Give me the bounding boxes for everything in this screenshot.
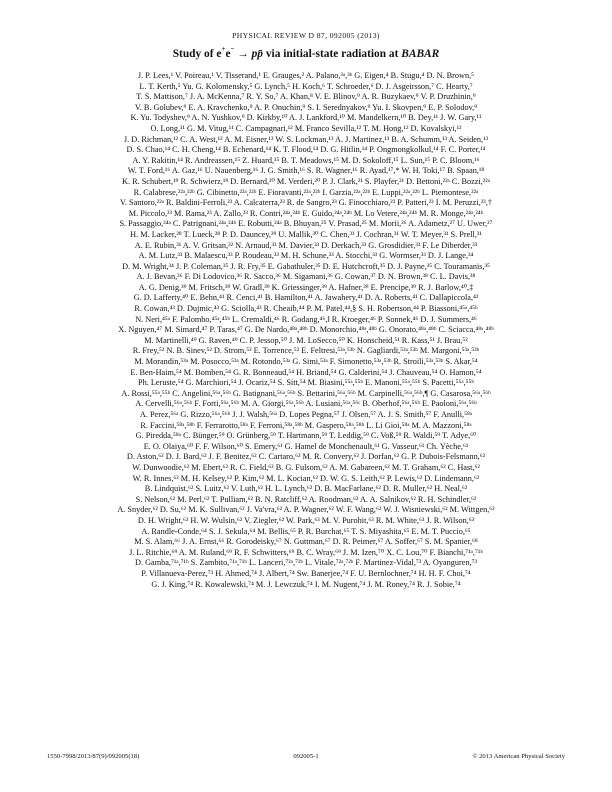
author-line: V. Santoro,²²ᵃ R. Baldini-Ferroli,²³ A. Calcaterra,²³ R. de Sangro,²³ G. Finocchiaro,²³ P. Patteri,²³ I. M. Peruzzi,²³,†	[120, 198, 492, 208]
author-line: K. Yu. Todyshev,⁹ A. N. Yushkov,⁹ D. Kirkby,¹⁰ A. J. Lankford,¹⁰ M. Mandelkern,¹⁰ B. Dey,¹¹ J. W. Gary,¹¹	[130, 113, 482, 123]
author-line: D. S. Chao,¹⁴ C. H. Cheng,¹⁴ B. Echenard,¹⁴ K. T. Flood,¹⁴ D. G. Hitlin,¹⁴ P. Ongmongkolkul,¹⁴ F. C. Porter,¹⁴	[126, 145, 486, 155]
author-line: R. Cowan,⁴³ D. Dujmic,⁴³ G. Sciolla,⁴³ R. Cheaib,⁴⁴ P. M. Patel,⁴⁴,§ S. H. Robertson,⁴⁴ P. Biassoni,⁴⁵ᵃ,⁴⁵ᵇ	[134, 304, 478, 314]
author-line: R. Frey,⁵² N. B. Sinev,⁵² D. Strom,⁵² E. Torrence,⁵² E. Feltresi,⁵³ᵃ,⁵³ᵇ N. Gagliardi,⁵³ᵃ,⁵³ᵇ M. Margoni,⁵³ᵃ,⁵³ᵇ	[132, 346, 480, 356]
author-line: L. T. Kerth,⁵ Yu. G. Kolomensky,⁵ G. Lynch,⁵ H. Koch,⁶ T. Schroeder,⁶ D. J. Asgeirsson,⁷ C. Hearty,⁷	[139, 81, 473, 91]
author-line: M. S. Alam,⁶⁶ J. A. Ernst,⁶⁶ R. Gorodeisky,⁶⁷ N. Guttman,⁶⁷ D. R. Peimer,⁶⁷ A. Soffer,⁶⁷ S. M. Spanier,⁶⁸	[134, 537, 478, 547]
author-line: M. Martinelli,⁴⁹ G. Raven,⁴⁹ C. P. Jessop,⁵⁰ J. M. LoSecco,⁵⁰ K. Honscheid,⁵¹ R. Kass,⁵¹ J. Brau,⁵²	[144, 335, 468, 345]
author-line: A. Rossi,⁵⁵ᵃ,⁵⁵ᵇ C. Angelini,⁵⁶ᵃ,⁵⁶ᵇ G. Batignani,⁵⁶ᵃ,⁵⁶ᵇ S. Bettarini,⁵⁶ᵃ,⁵⁶ᵇ M. Carpinelli,⁵⁶ᵃ,⁵⁶ᵇ,¶ G. Casarosa,⁵⁶ᵃ,⁵⁶ᵇ	[121, 388, 491, 398]
author-line: E. Ben-Haim,⁵⁴ M. Bomben,⁵⁴ G. R. Bonneaud,⁵⁴ H. Briand,⁵⁴ G. Calderini,⁵⁴ J. Chauveau,⁵⁴ O. Hamon,⁵⁴	[130, 367, 482, 377]
author-line: A. M. Lutz,³³ B. Malaescu,³³ P. Roudeau,³³ M. H. Schune,³³ A. Stocchi,³³ G. Wormser,³³ D. J. Lange,³⁴	[138, 251, 474, 261]
journal-header: PHYSICAL REVIEW D 87, 092005 (2013)	[232, 31, 380, 40]
title-sup-minus: −	[230, 45, 235, 54]
author-line: A. E. Rubin,³¹ A. V. Gritsan,³² N. Arnaud,³³ M. Davier,³³ D. Derkach,³³ G. Grosdidier,³³ F. Le Diberder,³³	[134, 240, 478, 250]
author-line: M. Piccolo,²³ M. Rama,²³ A. Zallo,²³ R. Contri,²⁴ᵃ,²⁴ᵇ E. Guido,²⁴ᵃ,²⁴ᵇ M. Lo Vetere,²⁴ᵃ,²⁴ᵇ M. R. Monge,²⁴ᵃ,²⁴ᵇ	[128, 208, 484, 218]
author-line: A. J. Bevan,³⁶ F. Di Lodovico,³⁶ R. Sacco,³⁶ M. Sigamani,³⁶ G. Cowan,³⁷ D. N. Brown,³⁸ C. L. Davis,³⁸	[136, 272, 476, 282]
author-line: A. Perez,⁵⁶ᵃ G. Rizzo,⁵⁶ᵃ,⁵⁶ᵇ J. J. Walsh,⁵⁶ᵃ D. Lopes Pegna,⁵⁷ J. Olsen,⁵⁷ A. J. S. Smith,⁵⁷ F. Anulli,⁵⁸ᵃ	[139, 410, 473, 419]
footer-page-id: 092005-1	[293, 753, 319, 760]
author-line: J. L. Ritchie,⁶⁹ A. M. Ruland,⁶⁹ R. F. Schwitters,⁶⁹ B. C. Wray,⁶⁹ J. M. Izen,⁷⁰ X. C. Lou,⁷⁰ F. Bianchi,⁷¹ᵃ,⁷¹ᵇ	[129, 547, 483, 557]
author-line: B. Lindquist,⁶² S. Luitz,⁶² V. Luth,⁶² H. L. Lynch,⁶² D. B. MacFarlane,⁶² D. R. Muller,⁶² H. Neal,⁶²	[144, 484, 468, 494]
author-line: W. R. Innes,⁶² M. H. Kelsey,⁶² P. Kim,⁶² M. L. Kocian,⁶² D. W. G. S. Leith,⁶² P. Lewis,⁶² D. Lindemann,⁶²	[132, 473, 480, 483]
title-rest: via initial-state radiation at	[263, 48, 402, 60]
title-prefix: Study of e	[172, 48, 222, 60]
author-line: Ph. Leruste,⁵⁴ G. Marchiori,⁵⁴ J. Ocariz,⁵⁴ S. Sitt,⁵⁴ M. Biasini,⁵⁵ᵃ,⁵⁵ᵇ E. Manoni,⁵⁵ᵃ,⁵⁵ᵇ S. Pacetti,⁵⁵ᵃ,⁵⁵ᵇ	[138, 378, 474, 388]
author-line: H. M. Lacker,²⁸ T. Lueck,²⁸ P. D. Dauncey,²⁹ U. Mallik,³⁰ C. Chen,³¹ J. Cochran,³¹ W. T. Meyer,³¹ S. Prell,³¹	[130, 229, 482, 239]
author-line: G. D. Lafferty,⁴⁰ E. Behn,⁴¹ R. Cenci,⁴¹ B. Hamilton,⁴¹ A. Jawahery,⁴¹ D. A. Roberts,⁴¹ C. Dallapiccola,⁴²	[133, 293, 479, 303]
title-sup-plus: +	[221, 45, 226, 54]
author-line: E. O. Olaiya,⁶⁰ F. F. Wilson,⁶⁰ S. Emery,⁶¹ G. Hamel de Monchenault,⁶¹ G. Vasseur,⁶¹ Ch. Yèche,⁶¹	[143, 441, 469, 451]
author-line: V. B. Golubev,⁹ E. A. Kravchenko,⁹ A. P. Onuchin,⁹ S. I. Serednyakov,⁹ Yu. I. Skovpen,⁹ E. P. Solodov,⁹	[134, 102, 478, 112]
author-line: J. D. Richman,¹² C. A. West,¹² A. M. Eisner,¹³ W. S. Lockman,¹³ A. J. Martinez,¹³ B. A. Schumm,¹³ A. Seiden,¹³	[123, 134, 489, 144]
author-line: X. Nguyen,⁴⁷ M. Simard,⁴⁷ P. Taras,⁴⁷ G. De Nardo,⁴⁸ᵃ,⁴⁸ᵇ D. Monorchio,⁴⁸ᵃ,⁴⁸ᵇ G. Onorato,⁴⁸ᵃ,⁴⁸ᵇ C. Sciacca,⁴⁸ᵃ,⁴⁸ᵇ	[118, 325, 494, 335]
author-line: R. Faccini,⁵⁸ᵃ,⁵⁸ᵇ F. Ferrarotto,⁵⁸ᵃ F. Ferroni,⁵⁸ᵃ,⁵⁸ᵇ M. Gaspero,⁵⁸ᵃ,⁵⁸ᵇ L. Li Gioi,⁵⁸ᵃ M. A. Mazzoni,⁵⁸ᵃ	[140, 420, 472, 430]
footer-issn: 1550-7998/2013/87(9)/092005(18)	[47, 753, 140, 760]
author-line: W. Dunwoodie,⁶² M. Ebert,⁶² R. C. Field,⁶² B. G. Fulsom,⁶² A. M. Gabareen,⁶² M. T. Graham,⁶² C. Hast,⁶²	[132, 462, 480, 472]
author-line: W. T. Ford,¹⁶ A. Gaz,¹⁶ U. Nauenberg,¹⁶ J. G. Smith,¹⁶ S. R. Wagner,¹⁶ R. Ayad,¹⁷,* W. H. Toki,¹⁷ B. Spaan,¹⁸	[127, 166, 485, 176]
author-line: G. Piredda,⁵⁸ᵃ C. Bünger,⁵⁹ O. Grünberg,⁵⁹ T. Hartmann,⁵⁹ T. Leddig,⁵⁹ C. Voß,⁵⁹ R. Waldi,⁵⁹ T. Adye,⁶⁰	[135, 431, 477, 441]
title-products: pp̄	[251, 48, 263, 60]
title-arrow: →	[234, 48, 252, 60]
author-line: S. Nelson,⁶² M. Perl,⁶² T. Pulliam,⁶² B. N. Ratcliff,⁶² A. Roodman,⁶² A. A. Salnikov,⁶² R. H. Schindler,⁶²	[135, 494, 477, 504]
author-line: R. Calabrese,²²ᵃ,²²ᵇ G. Cibinetto,²²ᵃ,²²ᵇ E. Fioravanti,²²ᵃ,²²ᵇ I. Garzia,²²ᵃ,²²ᵇ E. Luppi,²²ᵃ,²²ᵇ L. Piemontese,²²ᵃ	[133, 187, 479, 197]
page-footer	[47, 752, 565, 762]
author-line: A. Snyder,⁶² D. Su,⁶² M. K. Sullivan,⁶² J. Va'vra,⁶² A. P. Wagner,⁶² W. F. Wang,⁶² W. J. Wisniewski,⁶² M. Wittgen,⁶²	[117, 505, 495, 515]
author-line: D. Aston,⁶² D. J. Bard,⁶² J. F. Benitez,⁶² C. Cartaro,⁶² M. R. Convery,⁶² J. Dorfan,⁶² G. P. Dubois-Felsmann,⁶²	[126, 452, 486, 462]
author-line: G. J. King,⁷⁴ R. Kowalewski,⁷⁴ M. J. Lewczuk,⁷⁴ I. M. Nugent,⁷⁴ J. M. Roney,⁷⁴ R. J. Sobie,⁷⁴	[151, 579, 461, 589]
author-line: D. M. Wright,³⁴ J. P. Coleman,³⁵ J. R. Fry,³⁵ E. Gabathuler,³⁵ D. E. Hutchcroft,³⁵ D. J. Payne,³⁵ C. Touramanis,³⁵	[122, 261, 490, 271]
author-line: T. S. Mattison,⁷ J. A. McKenna,⁷ R. Y. So,⁷ A. Khan,⁸ V. E. Blinov,⁹ A. R. Buzykaev,⁹ V. P. Druzhinin,⁹	[136, 92, 476, 102]
author-line: A. G. Denig,³⁹ M. Fritsch,³⁹ W. Gradl,³⁹ K. Griessinger,³⁹ A. Hafner,³⁹ E. Prencipe,³⁹ R. J. Barlow,⁴⁰,‡	[138, 282, 474, 292]
footer-copyright: © 2013 American Physical Society	[472, 753, 565, 760]
author-line: D. Gamba,⁷¹ᵃ,⁷¹ᵇ S. Zambito,⁷¹ᵃ,⁷¹ᵇ L. Lanceri,⁷²ᵃ,⁷²ᵇ L. Vitale,⁷²ᵃ,⁷²ᵇ F. Martinez-Vidal,⁷³ A. Oyanguren,⁷³	[135, 558, 477, 568]
author-line: K. R. Schubert,¹⁹ R. Schwierz,¹⁹ D. Bernard,²⁰ M. Verderi,²⁰ P. J. Clark,²¹ S. Playfer,²¹ D. Bettoni,²²ᵃ C. Bozzi,²²ᵃ	[121, 176, 490, 186]
author-line: O. Long,¹¹ G. M. Vitug,¹¹ C. Campagnari,¹² M. Franco Sevilla,¹² T. M. Hong,¹² D. Kovalskyi,¹²	[150, 123, 462, 133]
title-mid: e	[225, 48, 231, 60]
article-title	[0, 47, 612, 62]
author-list	[44, 71, 568, 590]
author-line: N. Neri,⁴⁵ᵃ F. Palombo,⁴⁵ᵃ,⁴⁵ᵇ L. Cremaldi,⁴⁶ R. Godang,⁴⁶,‖ R. Kroeger,⁴⁶ P. Sonnek,⁴⁶ D. J. Summers,⁴⁶	[135, 314, 477, 324]
title-experiment: BABAR	[401, 48, 440, 60]
author-line: S. Passaggio,²⁴ᵃ C. Patrignani,²⁴ᵃ,²⁴ᵇ E. Robutti,²⁴ᵃ B. Bhuyan,²⁵ V. Prasad,²⁵ M. Morii,²⁶ A. Adametz,²⁷ U. Uwer,²⁷	[119, 219, 493, 229]
author-line: A. Y. Rakitin,¹⁴ R. Andreassen,¹⁵ Z. Huard,¹⁵ B. T. Meadows,¹⁵ M. D. Sokoloff,¹⁵ L. Sun,¹⁵ P. C. Bloom,¹⁶	[132, 155, 480, 165]
author-line: J. P. Lees,¹ V. Poireau,¹ V. Tisserand,¹ E. Grauges,² A. Palano,³ᵃ,³ᵇ G. Eigen,⁴ B. Stugu,⁴ D. N. Brown,⁵	[137, 71, 475, 80]
author-line: D. H. Wright,⁶² H. W. Wulsin,⁶² V. Ziegler,⁶² W. Park,⁶³ M. V. Purohit,⁶³ R. M. White,⁶³ J. R. Wilson,⁶³	[137, 515, 475, 525]
author-line: A. Randle-Conde,⁶⁴ S. J. Sekula,⁶⁴ M. Bellis,⁶⁵ P. R. Burchat,⁶⁵ T. S. Miyashita,⁶⁵ E. M. T. Puccio,⁶⁵	[141, 526, 471, 536]
author-line: P. Villanueva-Perez,⁷³ H. Ahmed,⁷⁴ J. Albert,⁷⁴ Sw. Banerjee,⁷⁴ F. U. Bernlochner,⁷⁴ H. H. F. Choi,⁷⁴	[141, 568, 471, 578]
author-line: A. Cervelli,⁵⁶ᵃ,⁵⁶ᵇ F. Forti,⁵⁶ᵃ,⁵⁶ᵇ M. A. Giorgi,⁵⁶ᵃ,⁵⁶ᵇ A. Lusiani,⁵⁶ᵃ,⁵⁶ᶜ B. Oberhof,⁵⁶ᵃ,⁵⁶ᵇ E. Paoloni,⁵⁶ᵃ,⁵⁶ᵇ	[135, 399, 477, 409]
author-line: M. Morandin,⁵³ᵃ M. Posocco,⁵³ᵃ M. Rotondo,⁵³ᵃ G. Simi,⁵³ᵃ F. Simonetto,⁵³ᵃ,⁵³ᵇ R. Stroili,⁵³ᵃ,⁵³ᵇ S. Akar,⁵⁴	[134, 357, 478, 367]
